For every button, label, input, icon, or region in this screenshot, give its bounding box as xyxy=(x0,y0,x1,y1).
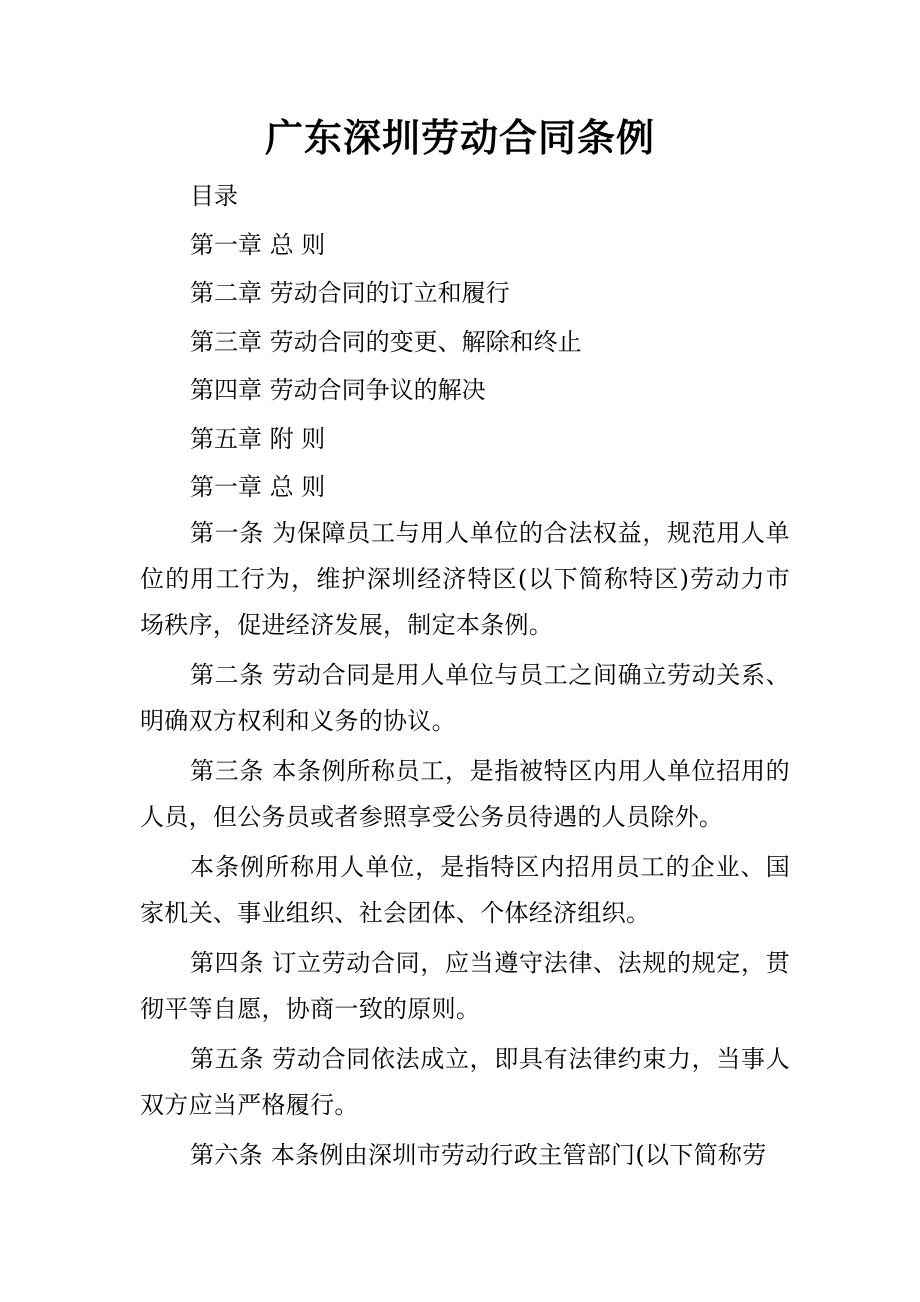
toc-heading: 目录 xyxy=(190,182,238,210)
toc-item-chapter-5: 第五章 附 则 xyxy=(190,424,326,453)
article-2: 第二条 劳动合同是用人单位与员工之间确立劳动关系、明确双方权利和义务的协议。 xyxy=(140,661,790,735)
toc-item-chapter-1: 第一章 总 则 xyxy=(190,230,326,259)
article-3: 第三条 本条例所称员工，是指被特区内用人单位招用的人员，但公务员或者参照享受公务员待遇的人员除外。 xyxy=(140,757,790,831)
article-6: 第六条 本条例由深圳市劳动行政主管部门(以下简称劳 xyxy=(190,1141,767,1169)
article-1: 第一条 为保障员工与用人单位的合法权益，规范用人单位的用工行为，维护深圳经济特区(以下简称特区)劳动力市场秩序，促进经济发展，制定本条例。 xyxy=(140,519,790,639)
table-of-contents xyxy=(190,172,830,512)
document-title: 广东深圳劳动合同条例 xyxy=(264,115,655,160)
article-4: 第四条 订立劳动合同，应当遵守法律、法规的规定，贯彻平等自愿，协商一致的原则。 xyxy=(140,949,790,1023)
chapter-1-heading: 第一章 总 则 xyxy=(190,473,326,501)
article-5: 第五条 劳动合同依法成立，即具有法律约束力，当事人双方应当严格履行。 xyxy=(140,1045,790,1119)
document-body xyxy=(140,510,790,1182)
toc-item-chapter-4: 第四章 劳动合同争议的解决 xyxy=(190,376,486,404)
toc-item-chapter-2: 第二章 劳动合同的订立和履行 xyxy=(190,279,510,307)
article-3-clause-2: 本条例所称用人单位，是指特区内招用员工的企业、国家机关、事业组织、社会团体、个体经济组织。 xyxy=(140,853,790,927)
toc-item-chapter-3: 第三章 劳动合同的变更、解除和终止 xyxy=(190,327,582,356)
